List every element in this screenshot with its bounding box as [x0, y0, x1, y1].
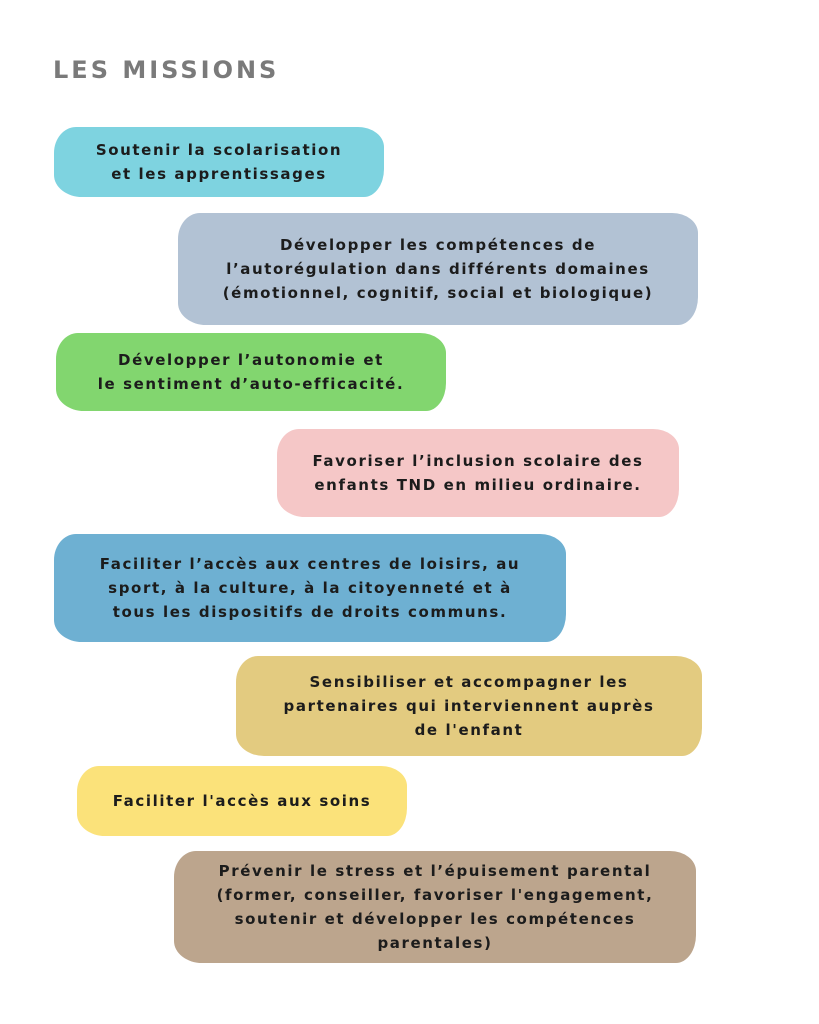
mission-text: Développer l’autonomie et le sentiment d’auto-efficacité. [97, 351, 405, 393]
page-title: LES MISSIONS [53, 56, 280, 84]
mission-leisure-access [54, 534, 566, 642]
mission-self-regulation [178, 213, 698, 325]
mission-text: Sensibiliser et accompagner les partenaires qui interviennent auprès de l'enfant [283, 673, 655, 739]
mission-parental-support [174, 851, 696, 963]
mission-text: Prévenir le stress et l’épuisement parental (former, conseiller, favoriser l'engagement, soutenir et développer les compétences parentales) [216, 862, 654, 952]
mission-partners [236, 656, 702, 756]
mission-care-access [77, 766, 407, 836]
mission-schooling [54, 127, 384, 197]
mission-text: Faciliter l'accès aux soins [112, 792, 372, 810]
mission-inclusion [277, 429, 679, 517]
mission-text: Favoriser l’inclusion scolaire des enfants TND en milieu ordinaire. [312, 452, 644, 494]
mission-text: Soutenir la scolarisation et les apprentissages [95, 141, 343, 183]
mission-text: Faciliter l’accès aux centres de loisirs, au sport, à la culture, à la citoyenneté et à tous les dispositifs de droits communs. [99, 555, 521, 621]
mission-autonomy [56, 333, 446, 411]
mission-text: Développer les compétences de l’autorégulation dans différents domaines (émotionnel, cognitif, social et biologique) [222, 236, 654, 302]
